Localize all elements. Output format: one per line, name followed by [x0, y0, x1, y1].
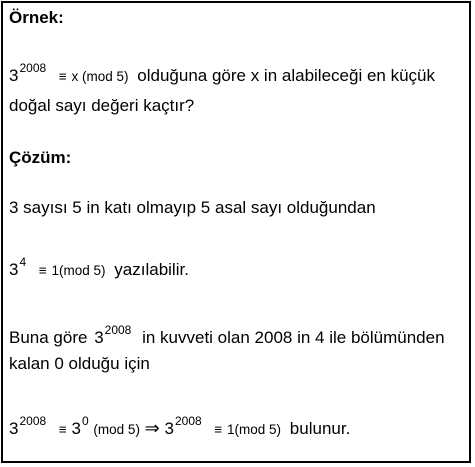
- example-heading: Örnek:: [9, 8, 64, 27]
- example-question-line1: olduğuna göre x in alabileceği en küçük: [137, 66, 435, 85]
- example-question-line2: doğal sayı değeri kaçtır?: [9, 96, 195, 115]
- example-base: 3: [9, 66, 19, 85]
- final-exponent1: 2008: [19, 414, 47, 428]
- solution-heading: Çözüm:: [9, 148, 72, 167]
- final-base3: 3: [164, 419, 174, 438]
- step2-suffix: in kuvveti olan 2008 in 4 ile bölümünden: [142, 328, 445, 347]
- solution-step2-line2: kalan 0 olduğu için: [9, 354, 150, 373]
- example-equation-line: [9, 61, 435, 87]
- step2-base: 3: [94, 328, 104, 347]
- eq1-base: 3: [9, 260, 19, 279]
- example-congruence-symbol: ≡: [58, 69, 67, 84]
- example-rhs: x (mod 5): [71, 69, 129, 84]
- step2-prefix: Buna göre: [9, 328, 88, 347]
- final-text: bulunur.: [289, 419, 351, 438]
- eq1-text: yazılabilir.: [114, 260, 189, 279]
- example-exponent: 2008: [19, 61, 47, 75]
- final-congruence2: ≡: [214, 422, 223, 437]
- solution-step2-line1: [9, 323, 445, 349]
- eq1-rhs: 1(mod 5): [51, 263, 106, 278]
- final-congruence1: ≡: [58, 422, 67, 437]
- solution-step1: 3 sayısı 5 in katı olmayıp 5 asal sayı olduğundan: [9, 198, 376, 217]
- final-base2: 3: [71, 419, 81, 438]
- final-exponent2: 0: [82, 414, 89, 428]
- final-mod: (mod 5): [93, 422, 140, 437]
- eq1-exponent: 4: [19, 255, 27, 269]
- final-exponent3: 2008: [174, 414, 202, 428]
- solution-eq1-line: [9, 255, 189, 281]
- implies-arrow: ⇒: [144, 418, 160, 438]
- step2-exponent: 2008: [104, 323, 132, 337]
- final-rhs: 1(mod 5): [227, 422, 282, 437]
- eq1-congruence-symbol: ≡: [38, 263, 47, 278]
- solution-final-line: [9, 414, 351, 440]
- final-base1: 3: [9, 419, 19, 438]
